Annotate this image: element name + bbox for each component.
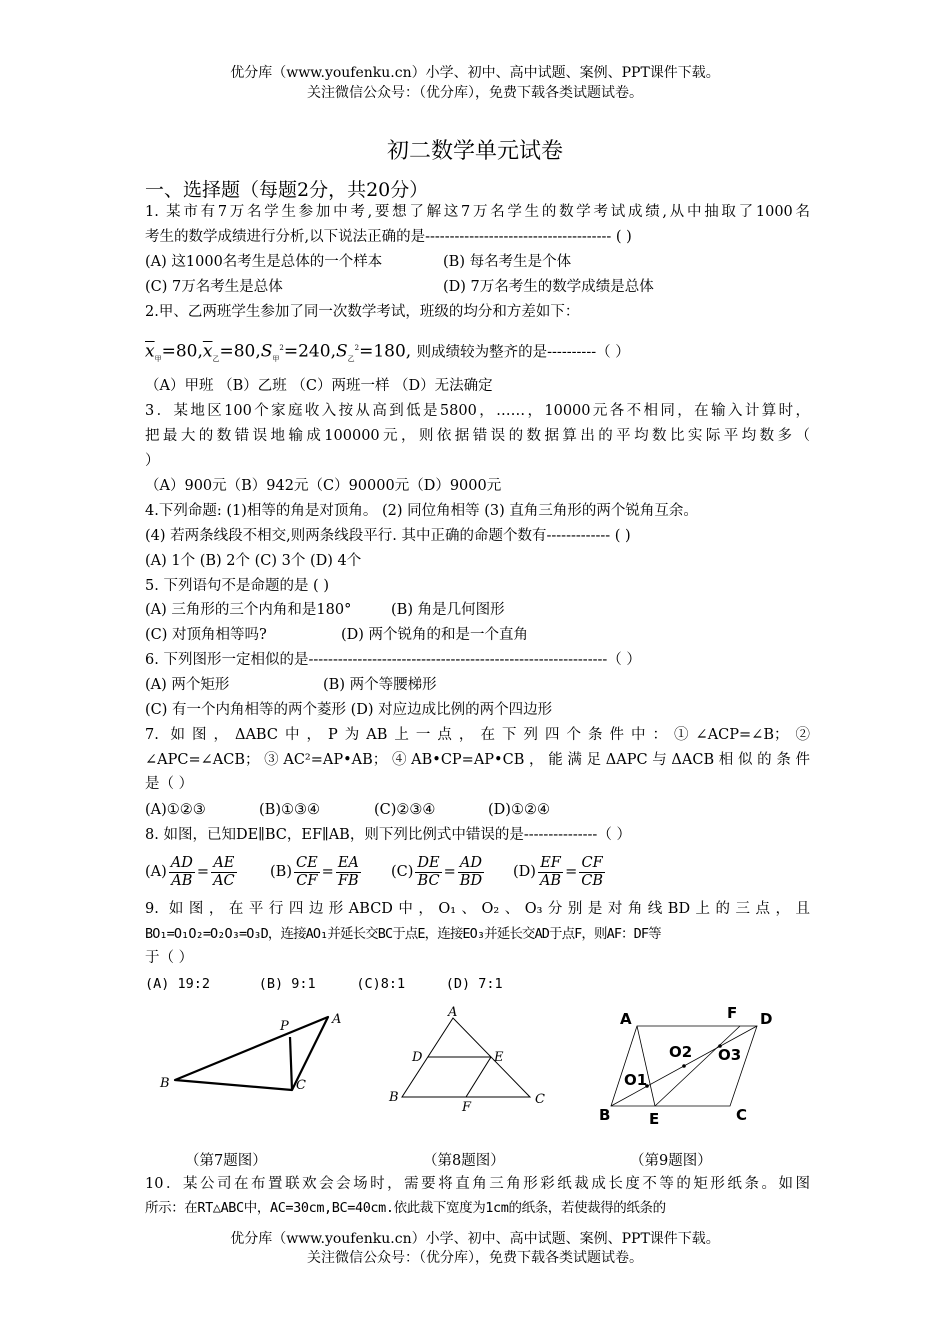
q8-d1-den: AB	[539, 872, 562, 889]
q8-c1-den: BC	[417, 872, 440, 889]
q8-label-a: (A)	[145, 864, 167, 880]
q8-options	[145, 850, 810, 894]
q8-b1-den: CF	[296, 872, 318, 889]
header-line-1: 优分库（www.youfenku.cn）小学、初中、高中试题、案例、PPT课件下载。	[230, 65, 720, 81]
fig7-label-b: B	[160, 1076, 170, 1091]
q3-options: （A）900元（B）942元（C）90000元（D）9000元	[145, 478, 502, 494]
fig7-segment-cp	[290, 1037, 292, 1090]
q8-a1-den: AB	[171, 872, 193, 889]
fig8-label-e: E	[494, 1050, 504, 1065]
q6-option-b: (B) 两个等腰梯形	[323, 677, 437, 693]
q7-option-d: (D)①②④	[488, 802, 550, 818]
q8-c1-num: DE	[417, 854, 440, 871]
fig9-label-o1: O1	[624, 1071, 648, 1089]
fig7-label-a: A	[332, 1012, 342, 1027]
q8-frac-c2	[458, 855, 484, 890]
q6-option-a: (A) 两个矩形	[145, 677, 230, 693]
q5-option-d: (D) 两个锐角的和是一个直角	[341, 627, 529, 643]
fig9-point-o2	[682, 1064, 686, 1068]
q8-a2-num: AE	[211, 855, 237, 873]
q9-line-1: 9. 如图，在平行四边形ABCD中，O₁、O₂、O₃分别是对角线BD上的三点，且	[145, 901, 810, 917]
q2-subscript-jia: 甲	[154, 355, 162, 364]
fig8-label-d: D	[412, 1050, 423, 1065]
q3-line-1: 3．某地区100个家庭收入按从高到低是5800，……，10000元各不相同，在输入计算时，	[145, 403, 810, 419]
q8-frac-a2	[211, 855, 237, 890]
q4-options: (A) 1个 (B) 2个 (C) 3个 (D) 4个	[145, 553, 362, 569]
q8-option-d	[513, 850, 607, 894]
q5-option-a: (A) 三角形的三个内角和是180°	[145, 602, 352, 618]
fig8-label-a: A	[448, 1005, 458, 1020]
q3-line-3: ）	[145, 453, 160, 469]
q9-line-2: BO₁=O₁O₂=O₂O₃=O₃D，连接AO₁并延长交BC于点E，连接EO₃并延长交AD于点F，则AF：DF等	[145, 926, 661, 942]
fig9-label-o3: O3	[718, 1046, 742, 1064]
q2-subscript-jia-2: 甲	[272, 355, 280, 364]
fig9-label-e: E	[649, 1110, 660, 1128]
fig7-label-c: C	[296, 1078, 306, 1093]
q8-eq-d: =	[565, 864, 578, 880]
q5-line-1: 5. 下列语句不是命题的是 ( )	[145, 578, 329, 594]
q2-subscript-yi: 乙	[212, 355, 220, 364]
q1-options-row-2	[145, 277, 810, 297]
q7-options	[145, 800, 810, 820]
q8-d1-num: EF	[538, 855, 563, 873]
q8-eq-a: =	[196, 864, 210, 880]
q9-line-3: 于（ ）	[145, 950, 194, 966]
q7-option-b: (B)①③④	[259, 802, 320, 818]
q5-option-b: (B) 角是几何图形	[391, 602, 505, 618]
q2-mean-symbol-1: $\overline{x}$	[145, 341, 155, 362]
fig9-label-b: B	[599, 1106, 611, 1124]
q7-line-2: ∠APC=∠ACB；③AC²=AP•AB；④AB•CP=AP•CB，能满足ΔAPC与ΔACB相似的条件	[145, 752, 810, 768]
fig9-label-c: C	[736, 1106, 748, 1124]
section-heading: 一、选择题（每题2分，共20分）	[145, 179, 429, 201]
q8-frac-d1	[538, 855, 563, 890]
q6-options-row-2: (C) 有一个内角相等的两个菱形 (D) 对应边成比例的两个四边形	[145, 702, 553, 718]
q8-a2-den: AC	[213, 872, 235, 889]
q8-line-1: 8. 如图，已知DE∥BC，EF∥AB，则下列比例式中错误的是---------------（ ）	[145, 827, 631, 843]
q8-option-b	[270, 850, 363, 894]
q10-line-1: 10．某公司在布置联欢会会场时，需要将直角三角形彩纸裁成长度不等的矩形纸条。如图	[145, 1176, 810, 1192]
fig8-segment-ef	[466, 1057, 491, 1097]
fig9-label-o2: O2	[669, 1043, 693, 1061]
q2-value-1: =80,	[161, 341, 203, 362]
q8-eq-c: =	[443, 864, 456, 880]
q1-option-a: (A) 这1000名考生是总体的一个样本	[145, 254, 383, 270]
q8-b2-num: EA	[337, 854, 359, 871]
q10-line-2: 所示：在RT△ABC中，AC=30cm,BC=40cm.依此裁下宽度为1cm的纸条，若使裁得的纸条的	[145, 1200, 666, 1216]
figure-7	[150, 1005, 355, 1100]
q8-label-c: (C)	[391, 864, 414, 880]
figure-9	[595, 1000, 795, 1130]
q9-options: (A) 19:2 (B) 9:1 (C)8:1 (D) 7:1	[145, 976, 503, 992]
fig8-label-b: B	[389, 1090, 399, 1105]
q8-frac-d2	[579, 855, 605, 890]
q2-sup-2: 2	[354, 344, 360, 352]
q8-d2-den: CB	[581, 872, 603, 889]
q2-line-1: 2.甲、乙两班学生参加了同一次数学考试，班级的均分和方差如下：	[145, 304, 580, 320]
q2-value-2: =80,	[219, 341, 261, 362]
fig9-label-f: F	[727, 1004, 738, 1022]
q7-option-a: (A)①②③	[145, 802, 206, 818]
q8-c2-num: AD	[458, 855, 484, 873]
q6-options-row-1	[145, 675, 810, 695]
q8-eq-b: =	[321, 864, 334, 880]
q4-line-1: 4.下列命题: (1)相等的角是对顶角。 (2) 同位角相等 (3) 直角三角形的两个锐角互余。	[145, 503, 698, 519]
footer-line-2: 关注微信公众号：（优分库），免费下载各类试题试卷。	[307, 1250, 643, 1266]
header-line-2: 关注微信公众号：（优分库），免费下载各类试题试卷。	[307, 85, 643, 101]
q2-options: （A）甲班 （B）乙班 （C）两班一样 （D）无法确定	[145, 378, 493, 394]
q5-option-c: (C) 对顶角相等吗?	[145, 627, 267, 643]
q1-line-2: 考生的数学成绩进行分析,以下说法正确的是-------------------------------------- ( )	[145, 229, 632, 245]
fig7-label-p: P	[280, 1019, 289, 1034]
fig8-caption: （第8题图）	[423, 1153, 505, 1169]
q1-line-1: 1. 某市有7万名学生参加中考,要想了解这7万名学生的数学考试成绩,从中抽取了1000名	[145, 204, 810, 220]
q2-value-4: =180,	[359, 341, 412, 362]
q6-line-1: 6. 下列图形一定相似的是-------------------------------------------------------------（ ）	[145, 652, 641, 668]
q8-d2-num: CF	[579, 855, 605, 873]
q1-option-b: (B) 每名考生是个体	[443, 254, 572, 270]
q8-frac-b1	[294, 855, 320, 890]
fig7-caption: （第7题图）	[185, 1153, 267, 1169]
q8-label-b: (B)	[270, 864, 292, 880]
q1-option-d: (D) 7万名考生的数学成绩是总体	[443, 279, 654, 295]
q8-a1-num: AD	[170, 854, 193, 871]
fig9-segment-ef	[655, 1026, 740, 1106]
fig9-caption: （第9题图）	[630, 1153, 712, 1169]
footer-line-1: 优分库（www.youfenku.cn）小学、初中、高中试题、案例、PPT课件下载。	[230, 1231, 720, 1247]
q1-option-c: (C) 7万名考生是总体	[145, 279, 283, 295]
q8-frac-a1	[169, 855, 195, 890]
q8-label-d: (D)	[513, 864, 536, 880]
q5-options-row-1	[145, 600, 810, 620]
q8-b2-den: FB	[338, 872, 359, 889]
q2-question-tail: 则成绩较为整齐的是----------（ ）	[416, 344, 630, 361]
q2-sup-1: 2	[279, 344, 284, 352]
fig9-label-a: A	[620, 1010, 632, 1028]
q3-line-2: 把最大的数错误地输成100000元，则依据错误的数据算出的平均数比实际平均数多（	[145, 428, 810, 444]
q8-c2-den: BD	[459, 872, 483, 889]
q8-frac-c1	[415, 855, 441, 890]
q8-option-a	[145, 854, 239, 889]
q2-subscript-yi-2: 乙	[347, 355, 355, 364]
q7-option-c: (C)②③④	[374, 802, 436, 818]
fig8-label-f: F	[462, 1100, 472, 1115]
q2-variance-symbol-2: S	[335, 341, 348, 362]
q2-variance-symbol-1: S	[260, 341, 273, 362]
fig9-label-d: D	[760, 1010, 773, 1028]
q2-mean-symbol-2: $\overline{x}$	[202, 341, 213, 362]
q8-b1-num: CE	[295, 854, 318, 871]
q4-line-2: (4) 若两条线段不相交,则两条线段平行. 其中正确的命题个数有------------- ( )	[145, 528, 631, 544]
q5-options-row-2	[145, 625, 810, 645]
fig8-label-c: C	[535, 1092, 545, 1107]
q8-option-c	[391, 850, 486, 894]
q7-line-1: 7. 如图，ΔABC中，P为AB上一点，在下列四个条件中：①∠ACP=∠B；②	[145, 727, 810, 743]
q2-formula-line	[145, 336, 810, 371]
q2-value-3: =240,	[283, 341, 336, 362]
q8-frac-b2	[336, 855, 361, 890]
q1-options-row-1	[145, 252, 810, 272]
figure-8	[380, 1005, 555, 1115]
fig9-segment-ae	[637, 1026, 655, 1106]
page-title: 初二数学单元试卷	[386, 139, 563, 164]
q7-line-3: 是（ ）	[145, 776, 194, 792]
